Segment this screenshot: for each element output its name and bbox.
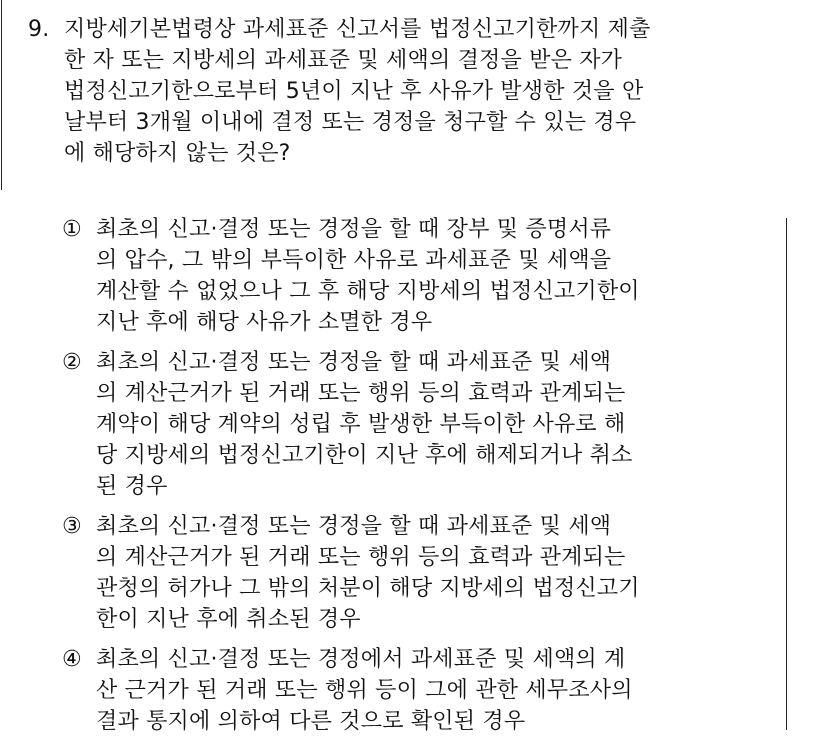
answer-choices	[62, 214, 762, 746]
choice-4-line-1: 최초의 신고·결정 또는 경정에서 과세표준 및 세액의 계	[96, 647, 626, 672]
choice-3-line-2: 의 계산근거가 된 거래 또는 행위 등의 효력과 관계되는	[96, 545, 626, 570]
choice-3[interactable]	[62, 511, 762, 635]
question-text-line-2: 한 자 또는 지방세의 과세표준 및 세액의 결정을 받은 자가	[64, 48, 623, 73]
choice-3-line-4: 한이 지난 후에 취소된 경우	[96, 607, 361, 632]
choice-2-line-2: 의 계산근거가 된 거래 또는 행위 등의 효력과 관계되는	[96, 381, 626, 406]
question-text-line-1: 지방세기본법령상 과세표준 신고서를 법정신고기한까지 제출	[64, 17, 651, 42]
question-number: 9.	[28, 17, 50, 42]
choice-4[interactable]	[62, 644, 762, 737]
choice-1-line-3: 계산할 수 없었으나 그 후 해당 지방세의 법정신고기한이	[96, 279, 640, 304]
choice-1[interactable]	[62, 214, 762, 338]
choice-2-marker: ②	[62, 350, 82, 375]
choice-2[interactable]	[62, 347, 762, 502]
choice-2-line-5: 된 경우	[96, 474, 168, 499]
question-text-line-4: 날부터 3개월 이내에 결정 또는 경정을 청구할 수 있는 경우	[64, 110, 637, 135]
question-text-line-5: 에 해당하지 않는 것은?	[64, 141, 291, 166]
left-border-line	[1, 0, 2, 190]
choice-4-line-2: 산 근거가 된 거래 또는 행위 등이 그에 관한 세무조사의	[96, 678, 633, 703]
choice-1-line-1: 최초의 신고·결정 또는 경정을 할 때 장부 및 증명서류	[96, 217, 612, 242]
choice-4-marker: ④	[62, 647, 82, 672]
choice-1-marker: ①	[62, 217, 82, 242]
choice-1-line-4: 지난 후에 해당 사유가 소멸한 경우	[96, 310, 433, 335]
choice-1-line-2: 의 압수, 그 밖의 부득이한 사유로 과세표준 및 세액을	[96, 248, 612, 273]
choice-2-line-1: 최초의 신고·결정 또는 경정을 할 때 과세표준 및 세액	[96, 350, 612, 375]
choice-3-line-1: 최초의 신고·결정 또는 경정을 할 때 과세표준 및 세액	[96, 514, 612, 539]
question-text-line-3: 법정신고기한으로부터 5년이 지난 후 사유가 발생한 것을 안	[64, 79, 644, 104]
choice-2-line-4: 당 지방세의 법정신고기한이 지난 후에 해제되거나 취소	[96, 443, 633, 468]
choice-3-line-3: 관청의 허가나 그 밖의 처분이 해당 지방세의 법정신고기	[96, 576, 640, 601]
choice-4-line-3: 결과 통지에 의하여 다른 것으로 확인된 경우	[96, 709, 526, 734]
choice-3-marker: ③	[62, 514, 82, 539]
question-stem	[28, 14, 768, 169]
choice-2-line-3: 계약이 해당 계약의 성립 후 발생한 부득이한 사유로 해	[96, 412, 626, 437]
question-line	[28, 14, 768, 45]
right-border-line	[786, 218, 787, 730]
